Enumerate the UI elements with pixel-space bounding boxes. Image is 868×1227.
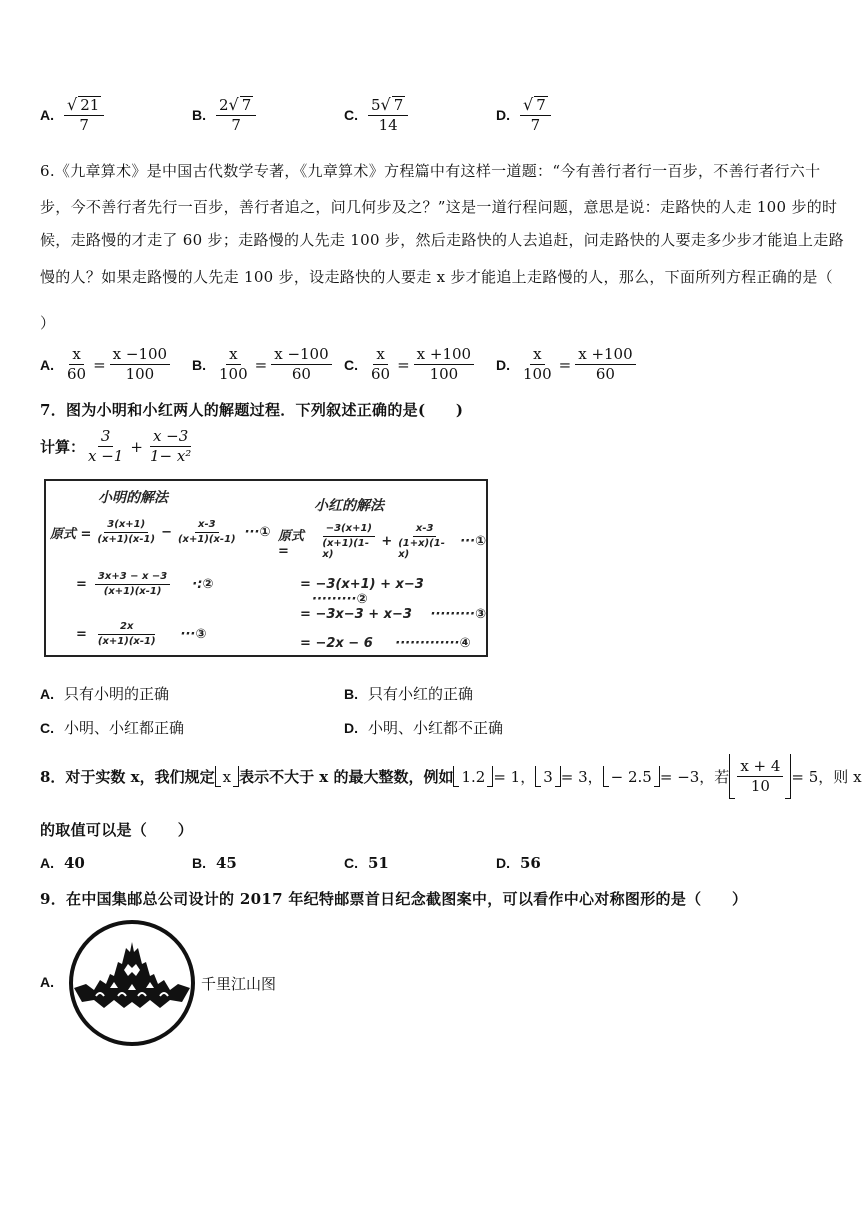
stamp-caption: 千里江山图 [201,976,277,993]
rhs-fraction: $\frac{x +100}{100}$ [414,346,474,384]
calc-fraction-2: $\frac{x -3}{\text{1− x²}}$ [149,427,192,466]
option-label: D. [496,356,510,373]
rhs-fraction: $\frac{x -100}{100}$ [110,346,170,384]
lhs-fraction: $\frac{x}{100}$ [219,345,248,384]
q8-option-b[interactable] [192,854,237,872]
ming-step-3: = $\frac{2x}{(x+1)(x-1)}$ ···③ [76,621,207,647]
option-label: D. [496,107,510,124]
option-label: B. [192,107,206,124]
hong-title: 小红的解法 [314,498,384,514]
option-text: 小明、小红都正确 [64,719,185,737]
hong-step-1: 原式 = $\frac{-3(x+1)}{(x+1)(1-x)}$ + $\frac{x-3}{(1+x)(1-x)}$ ···① [278,523,487,560]
hong-step-4: = −2x − 6 ·············④ [300,636,471,651]
option-fraction: $\frac{5√ 7}{14}$ [368,96,408,135]
option-label: B. [192,356,206,373]
q9-option-a-label[interactable] [40,974,64,990]
option-label: D. [344,719,358,736]
option-label: B. [344,685,358,702]
option-fraction: $\frac{√ 7}{7}$ [520,96,551,135]
q8-option-a[interactable] [40,854,85,872]
option-label: A. [40,974,54,990]
ming-step-2: = $\frac{3x+3 - x -3}{(x+1)(x-1)}$ ·:② [76,571,214,597]
lhs-fraction: $\frac{x}{100}$ [523,345,552,384]
q6-stem-line-3: 候，走路慢的才走了 60 步；走路慢的人先走 100 步，然后走路快的人去追赶，问走路快的人要走多少步才能追上走路 [40,231,844,249]
q9-stem: 9．在中国集邮总公司设计的 2017 年纪特邮票首日纪念截图案中，可以看作中心对称图形的是（ ） [40,890,748,908]
option-fraction: $\frac{√ 21}{7}$ [64,96,104,135]
q5-option-d[interactable] [496,96,551,135]
q6-stem-line-1: 6.《九章算术》是中国古代数学专著，《九章算术》方程篇中有这样一道题：“今有善行者行一百步，不善行者行六十 [40,162,821,180]
q6-option-a[interactable]: A. $\frac{x}{60}$ = $\frac{x -100}{100}$ [40,346,170,384]
option-text: 51 [368,854,389,872]
solution-image-box [44,479,488,657]
q6-option-c[interactable]: C. $\frac{x}{60}$ = $\frac{x +100}{100}$ [344,346,474,384]
ming-step-1: 原式 = $\frac{3(x+1)}{(x+1)(x-1)}$ − $\frac{x-3}{(x+1)(x-1)}$ ···① [50,519,271,545]
q6-stem-line-5: ） [40,314,56,332]
option-label: B. [192,855,206,871]
option-label: A. [40,685,54,702]
hong-step-2: = −3(x+1) + x−3 ·········② [300,577,424,607]
rhs-fraction: $\frac{x +100}{60}$ [575,346,635,384]
option-label: C. [344,356,358,373]
q6-stem-line-4: 慢的人？如果走路慢的人先走 100 步，设走路快的人要走 x 步才能追上走路慢的人，那么，下面所列方程正确的是（ [40,268,833,286]
option-text: 56 [520,854,541,872]
ming-title: 小明的解法 [98,490,168,506]
option-label: C. [344,107,358,124]
option-text: 45 [216,854,237,872]
calc-label: 计算： [40,438,86,457]
option-text: 小明、小红都不正确 [368,719,504,737]
option-text: 只有小红的正确 [368,685,474,703]
q8-option-d[interactable] [496,854,541,872]
lhs-fraction: $\frac{x}{60}$ [67,345,87,384]
q8-option-c[interactable] [344,854,389,872]
option-text: 只有小明的正确 [64,685,170,703]
stamp-circle-icon[interactable] [66,918,198,1048]
q6-option-b[interactable]: B. $\frac{x}{100}$ = $\frac{x -100}{60}$ [192,346,332,384]
option-label: A. [40,107,54,124]
q5-option-a[interactable] [40,96,104,135]
hong-step-3: = −3x−3 + x−3 ·········③ [300,607,486,622]
q8-stem-line-1: 8．对于实数 x，我们规定 x 表示不大于 x 的最大整数，例如 1.2 = 1， 3 = 3， − 2.5 = −3，若 $\frac{x + 4}{10}$ = 5，则 x [40,754,862,799]
q7-option-a[interactable] [40,683,169,704]
option-label: A. [40,356,54,373]
option-text: 40 [64,854,85,872]
q7-stem: 7．图为小明和小红两人的解题过程．下列叙述正确的是( ) [40,401,464,419]
q5-option-c[interactable] [344,96,408,135]
option-label: C. [344,855,358,871]
q7-option-b[interactable] [344,683,473,704]
lhs-fraction: $\frac{x}{60}$ [371,345,391,384]
option-label: C. [40,719,54,736]
q6-stem-line-2: 步，今不善行者先行一百步，善行者追之，问几何步及之？”这是一道行程问题，意思是说：走路快的人走 100 步的时 [40,198,838,216]
q7-calc: 计算： $\frac{3}{x -1}$ + $\frac{x -3}{\text{1− x²}}$ [40,428,194,466]
q8-stem-line-2: 的取值可以是（ ） [40,821,194,839]
option-fraction: $\frac{2√ 7}{7}$ [216,96,256,135]
q7-option-d[interactable] [344,717,503,738]
q7-option-c[interactable] [40,717,184,738]
option-label: D. [496,855,510,871]
q5-option-b[interactable] [192,96,256,135]
q6-option-d[interactable]: D. $\frac{x}{100}$ = $\frac{x +100}{60}$ [496,346,636,384]
option-label: A. [40,855,54,871]
rhs-fraction: $\frac{x -100}{60}$ [271,346,331,384]
calc-fraction-1: $\frac{3}{x -1}$ [88,427,124,466]
